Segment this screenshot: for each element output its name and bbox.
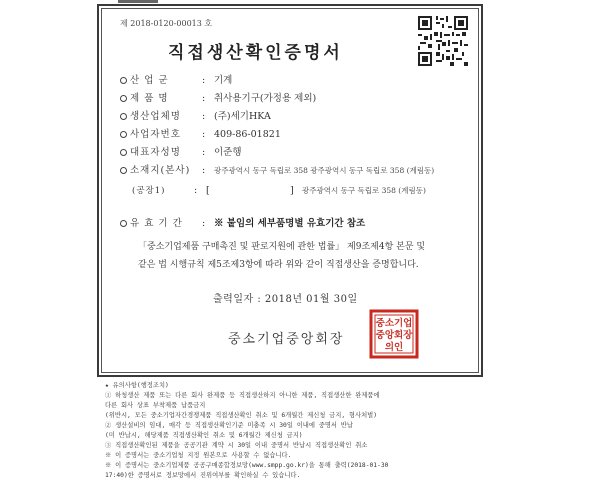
row-value: 이준행 (214, 147, 242, 158)
official-seal-icon (369, 309, 419, 359)
bullet-icon (120, 149, 127, 156)
notice-heading: ★ 유의사항(행정조치) (105, 382, 169, 389)
notice-line: (위반시, 모든 중소기업자간경쟁제품 직접생산확인 취소 및 6개월간 제신청 금지, 형사처벌) (105, 412, 378, 419)
factory-label: (공장1) (132, 186, 166, 196)
bullet-icon (120, 95, 127, 102)
bullet-icon (120, 167, 127, 174)
row-value: 광주광역시 동구 독립로 358 광주광역시 동구 독립로 358 (계림동) (214, 166, 435, 175)
row-label: 제 품 명 (130, 93, 169, 104)
row-validity: 유 효 기 간 : ※ 붙임의 세부품명별 유효기간 참조 (120, 211, 365, 230)
seal-text-line-2: 중앙회장 (375, 330, 413, 341)
seal-text-line-3: 의인 (384, 342, 404, 353)
factory-bracket: [ (206, 185, 210, 196)
row-address: 소재지(본사) : 광주광역시 동구 독립로 358 광주광역시 동구 독립로 358 (계림동) (120, 158, 434, 177)
row-label: 산 업 군 (130, 75, 169, 86)
validity-note: ※ 붙임의 세부품명별 유효기간 참조 (214, 218, 366, 229)
row-value: 기계 (214, 75, 233, 86)
row-value: 409-86-01821 (214, 129, 281, 140)
row-value: 취사용기구(가정용 제외) (214, 93, 317, 104)
seal-text-line-1: 중소기업 (375, 318, 413, 329)
notice-line: 17:40)한 증명서로 정보망에서 진위여부를 확인하실 수 있습니다. (105, 472, 301, 479)
row-product: 제 품 명 : 취사용기구(가정용 제외) (120, 86, 316, 105)
row-label: 생산업체명 (130, 111, 181, 122)
validity-label: 유 효 기 간 (130, 218, 183, 229)
certificate-title: 직접생산확인증명서 (168, 43, 343, 63)
row-company: 생산업체명 : (주)세기HKA (120, 104, 271, 123)
row-factory: (공장1) : [ ] 광주광역시 동구 독립로 358 (계림동) (132, 185, 426, 196)
row-label: 사업자번호 (130, 129, 181, 140)
row-label: 소재지(본사) (130, 165, 191, 176)
issue-date: 출력일자 : 2018년 01월 30일 (213, 294, 358, 305)
bullet-icon (120, 77, 127, 84)
notice-line: ③ 직접생산확인된 제품을 공공기관 계약 시 30일 이내 중명서 반납시 직접생산확인 취소 (105, 442, 368, 449)
statement-line-1: 「중소기업제품 구매촉진 및 판로지원에 관한 법률」 제9조제4항 본문 및 (138, 242, 426, 252)
notice-line: ② 생산설비의 임대, 매각 등 직접생산확인기준 미충족 시 30일 이내에 중명서 반납 (105, 422, 353, 429)
notice-line: ※ 이 증명서는 중소기업청 지정 원본으로 사용할 수 없습니다. (105, 452, 292, 459)
top-edge-mark (118, 0, 158, 3)
qr-code-icon (418, 16, 468, 66)
factory-address: 광주광역시 동구 독립로 358 (계림동) (302, 186, 426, 195)
row-label: 대표자성명 (130, 147, 181, 158)
row-representative: 대표자성명 : 이준행 (120, 140, 242, 159)
bullet-icon (120, 113, 127, 120)
row-value: (주)세기HKA (214, 111, 271, 122)
row-industry: 산 업 군 : 기계 (120, 68, 232, 87)
statement-line-2: 같은 법 시행규칙 제5조제3항에 따라 위와 같이 직접생산을 증명합니다. (138, 260, 419, 270)
notice-line: ① 하청생산 제품 또는 다른 회사 완제품 등 직접생산하지 아니한 제품, 직접생산한 완제품에 (105, 392, 380, 399)
bullet-icon (120, 220, 127, 227)
certificate-number: 제 2018-0120-00013 호 (120, 19, 213, 28)
bullet-icon (120, 131, 127, 138)
notice-line: ※ 이 증명서는 중소기업제품 공공구매종합정보망(www.smpp.go.kr)을 통해 출력(2018-01-30 (105, 462, 389, 469)
row-business-number: 사업자번호 : 409-86-01821 (120, 122, 281, 141)
notice-line: 다른 회사 상표 부착제품 납품금지 (105, 402, 206, 409)
issuer-name: 중소기업중앙회장 (228, 332, 345, 347)
notice-line: (미 반납시, 해당제품 직접생산확인 취소 및 6개월간 제신청 금지) (105, 432, 303, 439)
